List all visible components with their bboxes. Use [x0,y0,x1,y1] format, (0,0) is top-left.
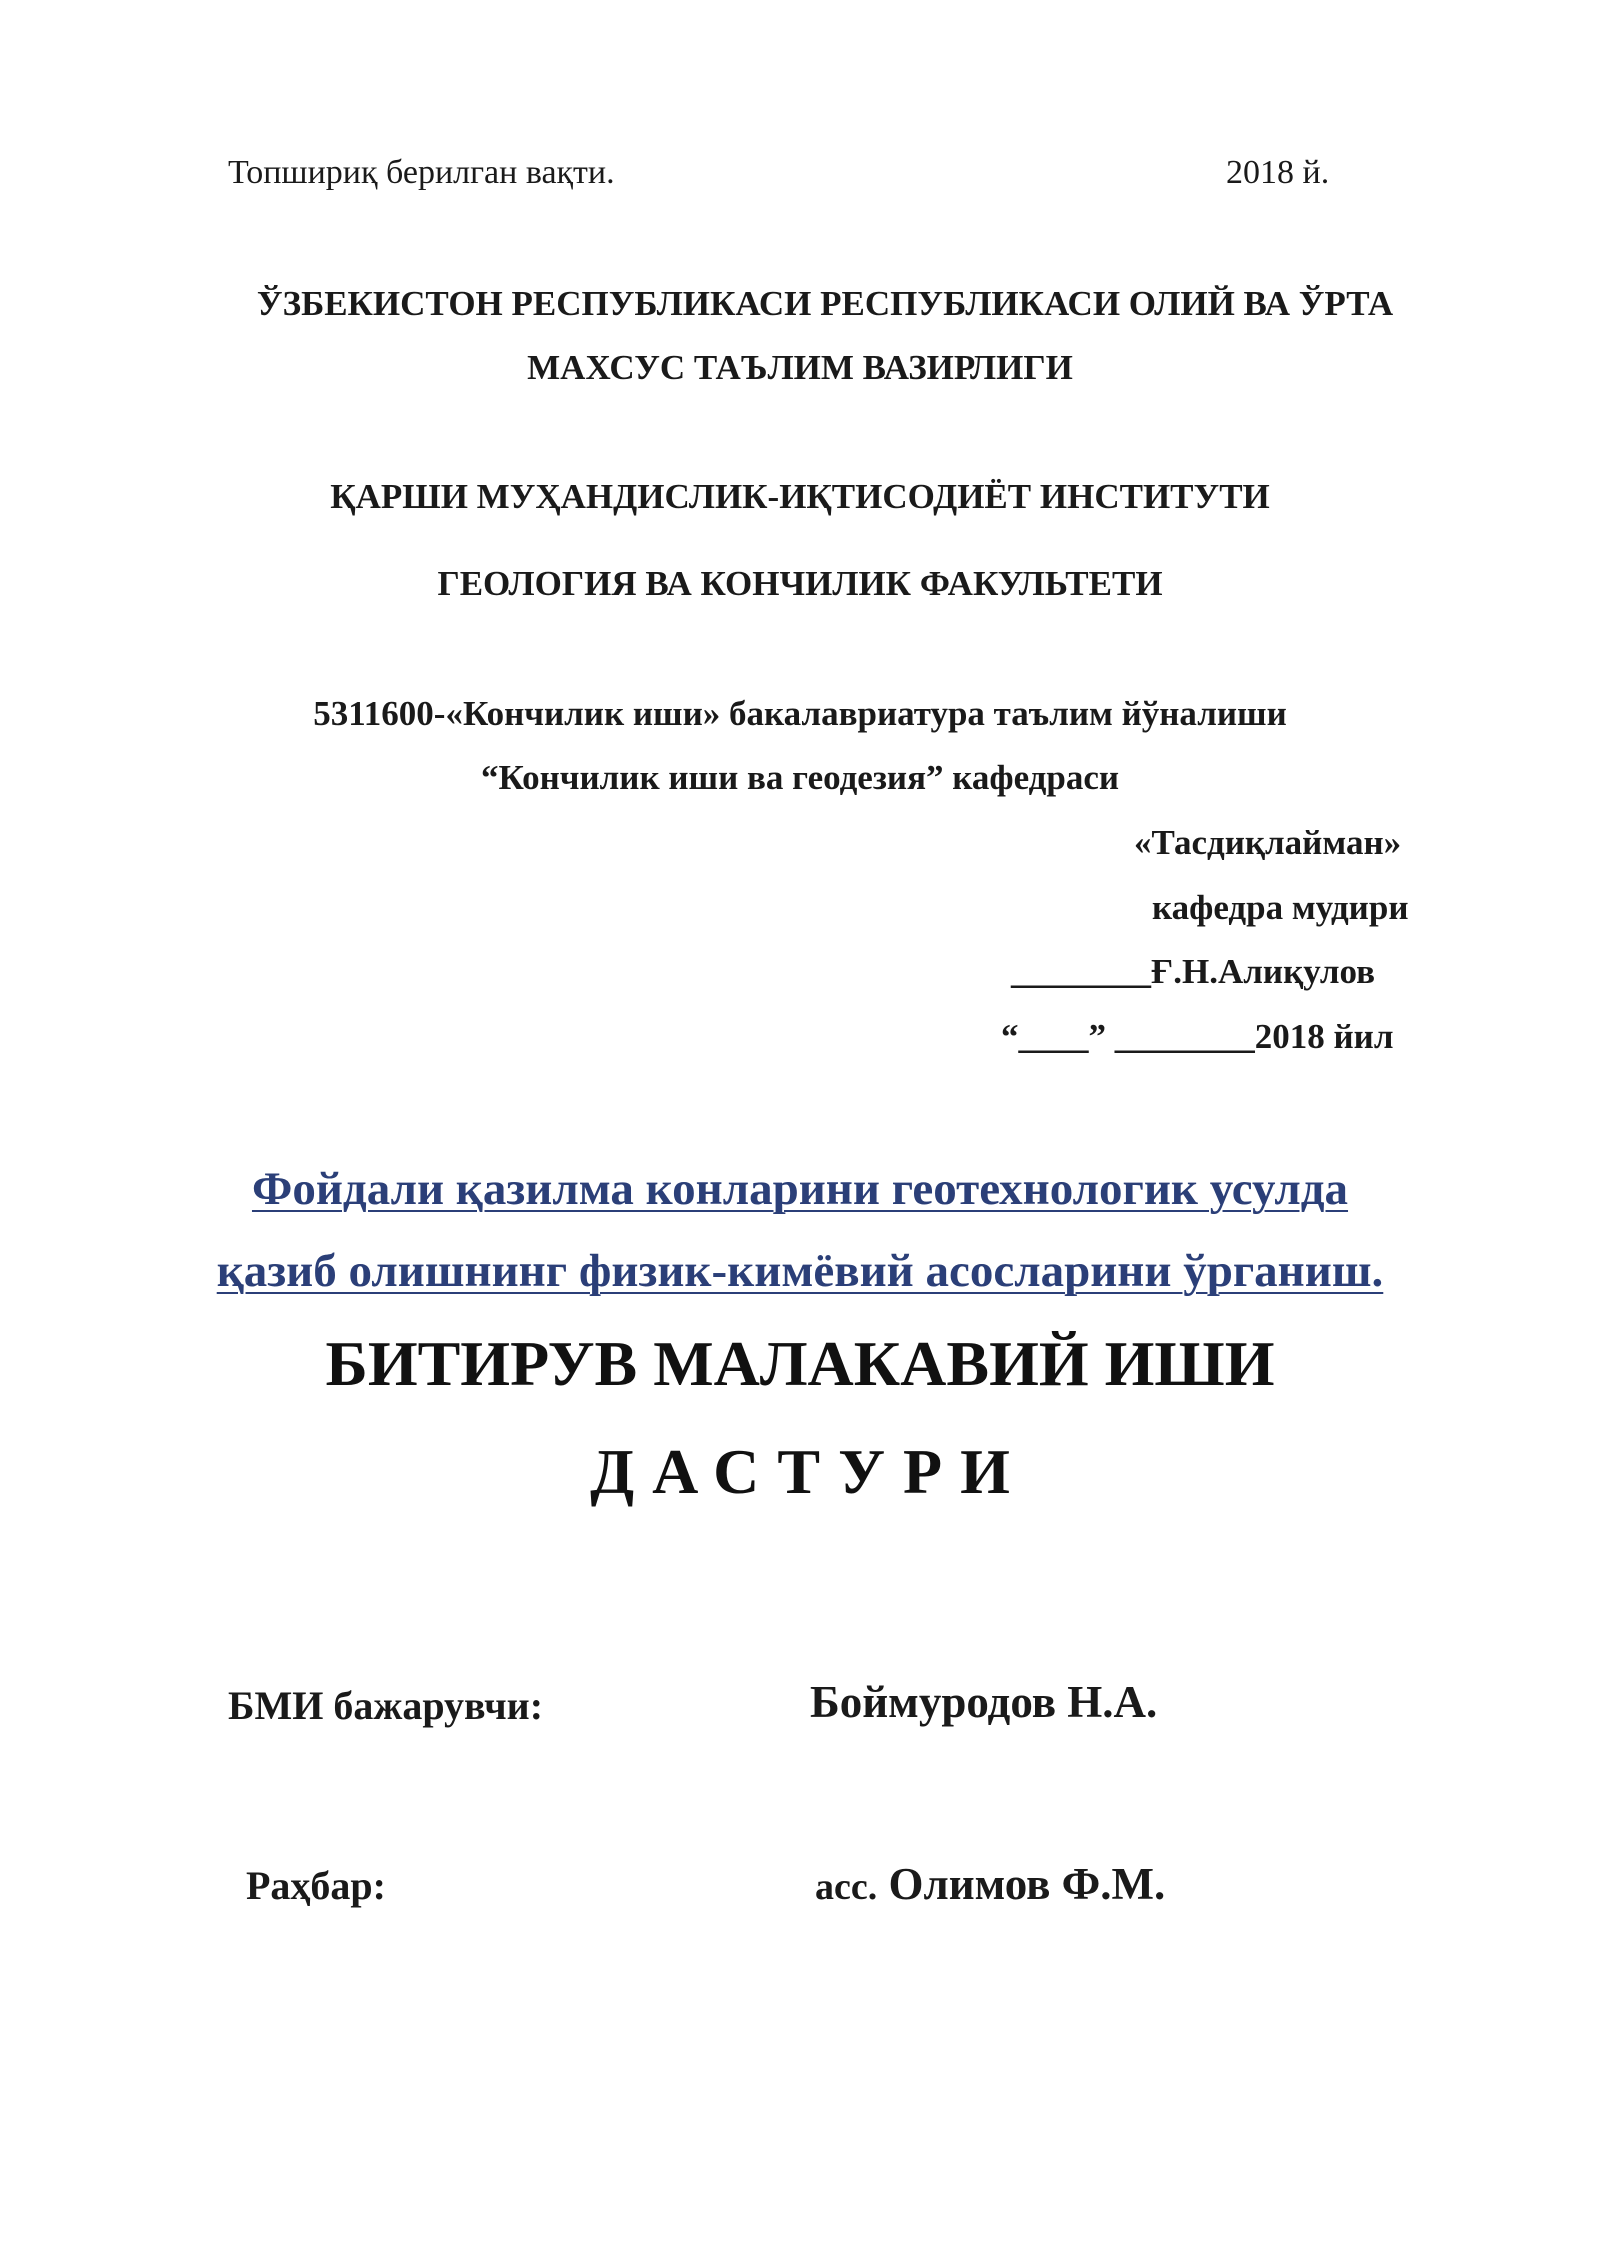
thesis-topic-line-2: қазиб олишнинг физик-кимёвий асосларини ўрганиш. [216,1245,1384,1297]
ministry-line-1: ЎЗБЕКИСТОН РЕСПУБЛИКАСИ РЕСПУБЛИКАСИ ОЛИЙ ВА ЎРТА [256,284,1394,323]
supervisor-name: Олимов Ф.М. [888,1859,1166,1909]
approval-signature-line: ________Ғ.Н.Алиқулов [1011,952,1376,991]
thesis-topic-line-1: Фойдали қазилма конларини геотехнологик усулда [251,1163,1349,1215]
institute-name: ҚАРШИ МУҲАНДИСЛИК-ИҚТИСОДИЁТ ИНСТИТУТИ [330,477,1270,516]
approval-date-line: “____” ________2018 йил [1001,1017,1394,1056]
performer-name: Боймуродов Н.А. [810,1677,1158,1727]
performer-label: БМИ бажарувчи: [228,1683,544,1728]
department-name: “Кончилик иши ва геодезия” кафедраси [480,758,1120,797]
assignment-date-label: Топшириқ берилган вақти. [228,154,615,191]
assignment-year: 2018 й. [1226,154,1330,191]
document-title: БИТИРУВ МАЛАКАВИЙ ИШИ [325,1328,1275,1399]
ministry-line-2: МАХСУС ТАЪЛИМ ВАЗИРЛИГИ [527,348,1073,387]
supervisor-title: асс. [815,1866,878,1908]
program-direction: 5311600-«Кончилик иши» бакалавриатура таълим йўналиши [313,694,1287,733]
document-subtitle: ДАСТУРИ [590,1436,1028,1507]
approval-heading: «Тасдиқлайман» [1134,823,1402,862]
supervisor-label: Раҳбар: [246,1863,386,1908]
faculty-name: ГЕОЛОГИЯ ВА КОНЧИЛИК ФАКУЛЬТЕТИ [437,564,1163,603]
supervisor-line [815,1859,1166,1909]
approval-position: кафедра мудири [1152,888,1409,927]
